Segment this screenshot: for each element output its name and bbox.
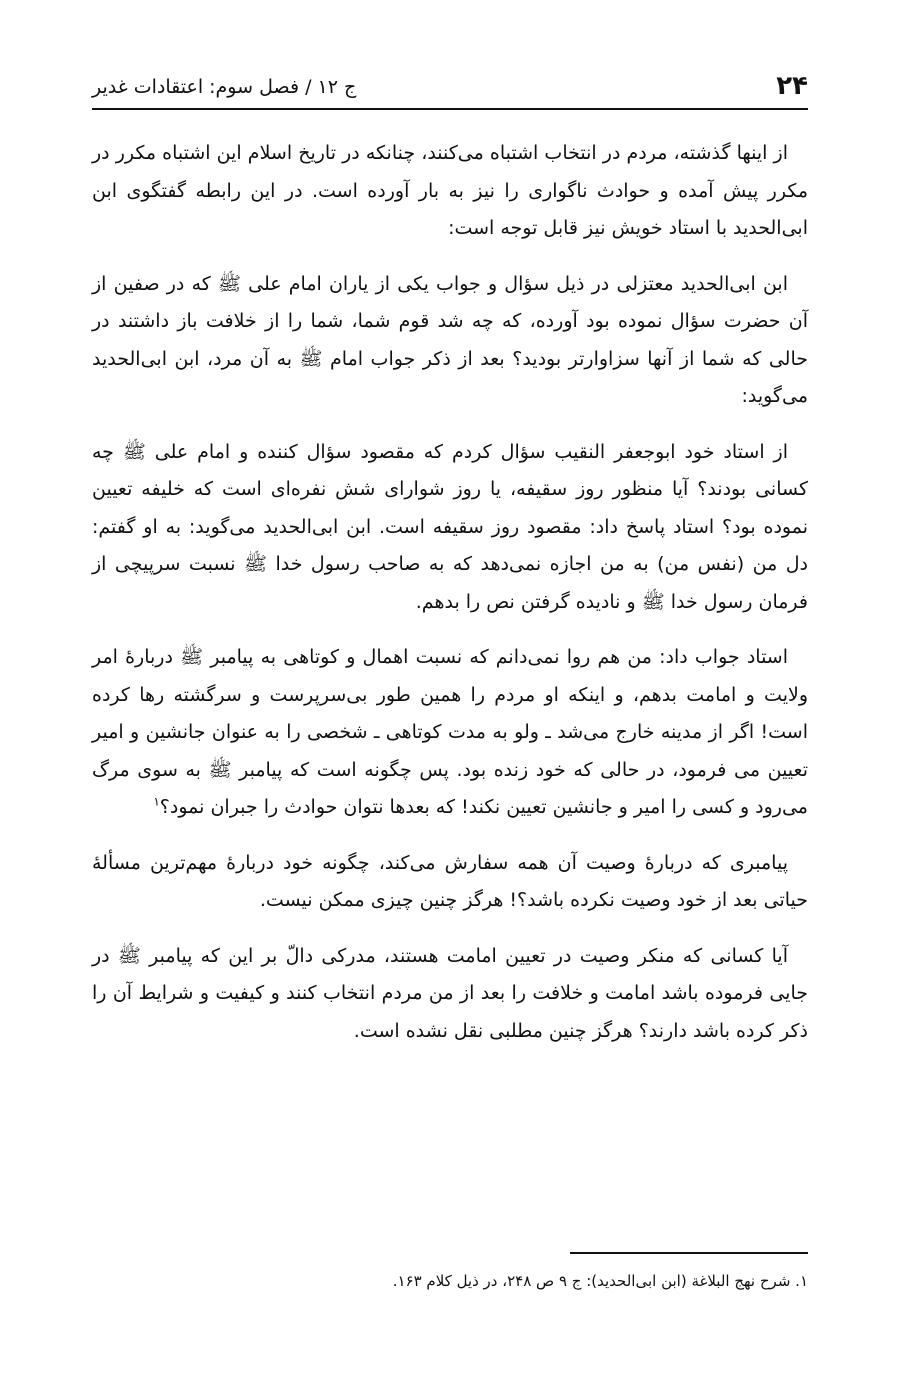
- paragraph-6: آیا کسانی که منکر وصیت در تعیین امامت هستند، مدرکی دالّ بر این که پیامبر ﷺ در جایی فرموده باشد امامت و خلافت را بعد از من مردم انتخاب کنند و کیفیت و شرایط آن را ذکر کرده باشد دارند؟ هرگز چنین مطلبی نقل نشده است.: [92, 944, 808, 1042]
- body-text: [92, 135, 808, 1050]
- page-header: [92, 68, 808, 110]
- paragraph-5: پیامبری که دربارهٔ وصیت آن همه سفارش می‌کند، چگونه خود دربارهٔ مهم‌ترین مسألهٔ حیاتی بعد از خود وصیت نکرده باشد؟! هرگز چنین چیزی ممکن نیست.: [92, 851, 808, 911]
- page-number: ۲۴: [776, 71, 808, 101]
- paragraph-2: ابن ابی‌الحدید معتزلی در ذیل سؤال و جواب یکی از یاران امام علی ﷺ که در صفین از آن حضرت سؤال نموده بود آورده، که چه شد قوم شما، شما را از خلافت باز داشتند در حالی که شما از آنها سزاوارتر بودید؟ بعد از ذکر جواب امام ﷺ به آن مرد، ابن ابی‌الحدید می‌گوید:: [92, 272, 808, 407]
- paragraph-1: از اینها گذشته، مردم در انتخاب اشتباه می‌کنند، چنانکه در تاریخ اسلام این اشتباه مکرر در مکرر پیش آمده و حوادث ناگواری را نیز به بار آورده است. در این رابطه گفتگوی ابن ابی‌الحدید با استاد خویش نیز قابل توجه است:: [92, 142, 808, 239]
- footnote-divider: [570, 1252, 808, 1254]
- running-head: ج ۱۲ / فصل سوم: اعتقادات غدیر: [92, 76, 357, 98]
- paragraph-3: از استاد خود ابوجعفر النقیب سؤال کردم که مقصود سؤال کننده و امام علی ﷺ چه کسانی بودند؟ آیا منظور روز سقیفه، یا روز شوارای شش نفره‌ای است که خلیفه تعیین نموده بود؟ استاد پاسخ داد: مقصود روز سقیفه است. ابن ابی‌الحدید می‌گوید: به او گفتم: دل من (نفس من) به من اجازه نمی‌دهد که به صاحب رسول خدا ﷺ نسبت سرپیچی از فرمان رسول خدا ﷺ و نادیده گرفتن نص را بدهم.: [92, 440, 808, 613]
- footnote-reference: ۱: [153, 794, 160, 809]
- paragraph-4: [92, 639, 808, 827]
- paragraph-4-text: استاد جواب داد: من هم روا نمی‌دانم که نسبت اهمال و کوتاهی به پیامبر ﷺ دربارهٔ امر ولایت و امامت بدهم، و اینکه او مردم را همین طور بی‌سرپرست و سرگشته رها کرده است! اگر از مدینه خارج می‌شد ـ ولو به مدت کوتاهی ـ شخصی را به عنوان جانشین و امیر تعیین می فرمود، در حالی که خود زنده بود. پس چگونه است که پیامبر ﷺ به سوی مرگ می‌رود و کسی را امیر و جانشین تعیین نکند! که بعدها نتوان حوادث را جبران نمود؟: [92, 646, 808, 818]
- footnote: ۱. شرح نهج البلاغة (ابن ابی‌الحدید): ج ۹ ص ۲۴۸، در ذیل کلام ۱۶۳.: [392, 1272, 808, 1290]
